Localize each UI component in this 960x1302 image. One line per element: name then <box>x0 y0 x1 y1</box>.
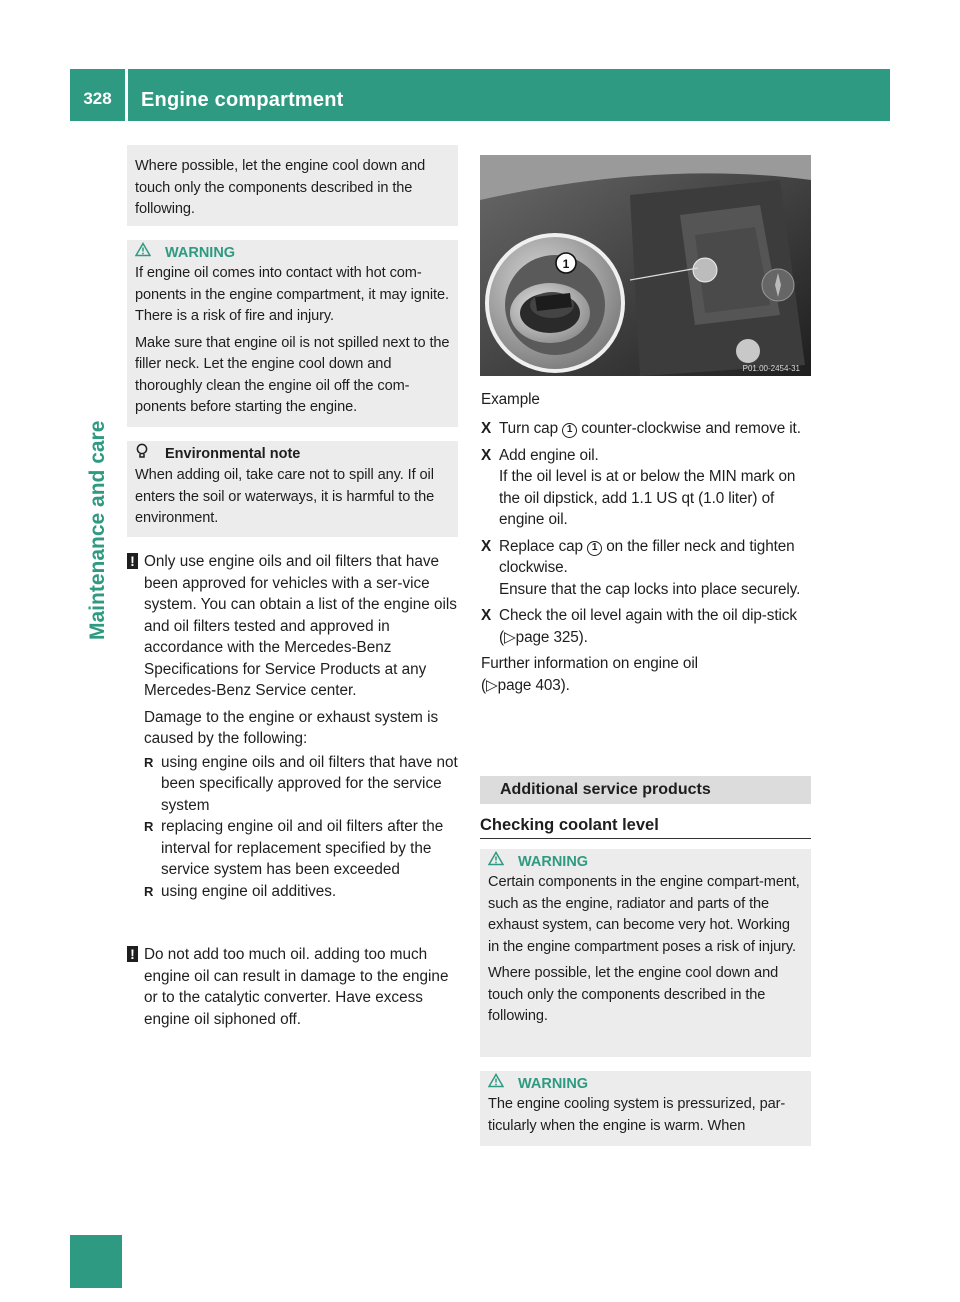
environmental-note-header <box>135 443 450 465</box>
warning-triangle-icon <box>135 242 165 263</box>
page-ref-link[interactable]: page 325). <box>515 628 588 646</box>
note-too-much-oil <box>127 944 460 1030</box>
page-ref-arrow-icon: ▷ <box>504 628 516 646</box>
exclamation-icon: ! <box>127 553 138 569</box>
list-item: R using engine oils and oil filters that have not been specifically approved for the service system <box>144 753 458 814</box>
image-code: P01.00-2454-31 <box>742 364 800 373</box>
warning-text-1: If engine oil comes into contact with hot com-ponents in the engine compartment, it may ignite. There is a risk of fire and injury. <box>135 265 449 324</box>
warning-text-2: Where possible, let the engine cool down and touch only the components described in the following. <box>488 965 779 1024</box>
note-text-1: Only use engine oils and oil filters that have been approved for vehicles with a ser-vice system. You can obtain a list of the engine oils and oil filters tested and approved in accordance with the Mercedes-Benz Specifications for Service Products at any Mercedes-Benz Service center. <box>144 553 457 699</box>
warning-title: WARNING <box>518 1075 589 1092</box>
instruction-steps <box>481 418 812 696</box>
callout-1-icon: 1 <box>562 423 577 438</box>
warning-header <box>488 851 803 872</box>
warning-header <box>488 1073 803 1094</box>
callout-1-icon: 1 <box>587 541 602 556</box>
further-info: Further information on engine oil (▷page 403). <box>481 655 698 694</box>
step-3: X Replace cap 1 on the filler neck and tighten clockwise. Ensure that the cap locks into place securely. <box>481 537 801 598</box>
environmental-note-box <box>127 441 458 537</box>
warning-triangle-icon <box>488 1073 518 1094</box>
step-4: X Check the oil level again with the oil dip-stick (▷page 325). <box>481 607 797 646</box>
header-divider <box>125 69 128 121</box>
warning-box-oil <box>127 240 458 427</box>
note-approved-oils <box>127 551 460 902</box>
warning-box-pressurized <box>480 1071 811 1146</box>
callout-1: 1 <box>562 257 570 271</box>
page-title: Engine compartment <box>141 89 344 111</box>
list-item: R using engine oil additives. <box>144 882 337 900</box>
warning-title: WARNING <box>518 853 589 870</box>
damage-causes-list <box>144 752 460 903</box>
environmental-note-text: When adding oil, take care not to spill any. If oil enters the soil or waterways, it is harmful to the environment. <box>135 467 435 526</box>
environmental-note-title: Environmental note <box>165 446 301 462</box>
continuation-text: Where possible, let the engine cool down and touch only the components described in the following. <box>135 158 426 217</box>
page-ref-link[interactable]: page 403). <box>497 676 570 694</box>
side-tab-marker <box>70 1235 122 1288</box>
warning-text-1: The engine cooling system is pressurized, par-ticularly when the engine is warm. When <box>488 1096 786 1134</box>
step-2: X Add engine oil. If the oil level is at or below the MIN mark on the oil dipstick, add 1.1 US qt (1.0 liter) of engine oil. <box>481 446 796 528</box>
exclamation-icon: ! <box>127 946 138 962</box>
warning-title: WARNING <box>165 244 236 261</box>
side-tab-text: Maintenance and care <box>86 420 109 640</box>
note-text-3: Do not add too much oil. adding too much engine oil can result in damage to the engine or to the catalytic converter. Have excess engine oil siphoned off. <box>144 946 449 1028</box>
step-1: X Turn cap 1 counter-clockwise and remove it. <box>481 420 801 437</box>
warning-box-hot-components <box>480 849 811 1057</box>
continuation-box <box>127 145 458 226</box>
subsection-heading: Checking coolant level <box>480 812 811 839</box>
lightbulb-icon <box>135 443 165 465</box>
warning-text-1: Certain components in the engine compart-ment, such as the engine, radiator and parts of the exhaust system, can become very hot. Working in the engine compartment poses a risk of injury. <box>488 874 800 955</box>
note-text-2: Damage to the engine or exhaust system is caused by the following: <box>144 708 439 747</box>
warning-header <box>135 242 450 263</box>
list-item: R replacing engine oil and oil filters after the interval for replacement specified by the service system has been exceeded <box>144 818 444 878</box>
section-heading: Additional service products <box>480 776 811 804</box>
page-ref-arrow-icon: ▷ <box>486 676 498 694</box>
image-caption: Example <box>481 391 540 408</box>
warning-triangle-icon <box>488 851 518 872</box>
warning-text-2: Make sure that engine oil is not spilled next to the filler neck. Let the engine cool down and thoroughly clean the engine oil off the com-ponents before starting the engine. <box>135 334 450 415</box>
engine-illustration <box>480 155 811 376</box>
page-number: 328 <box>83 89 112 108</box>
